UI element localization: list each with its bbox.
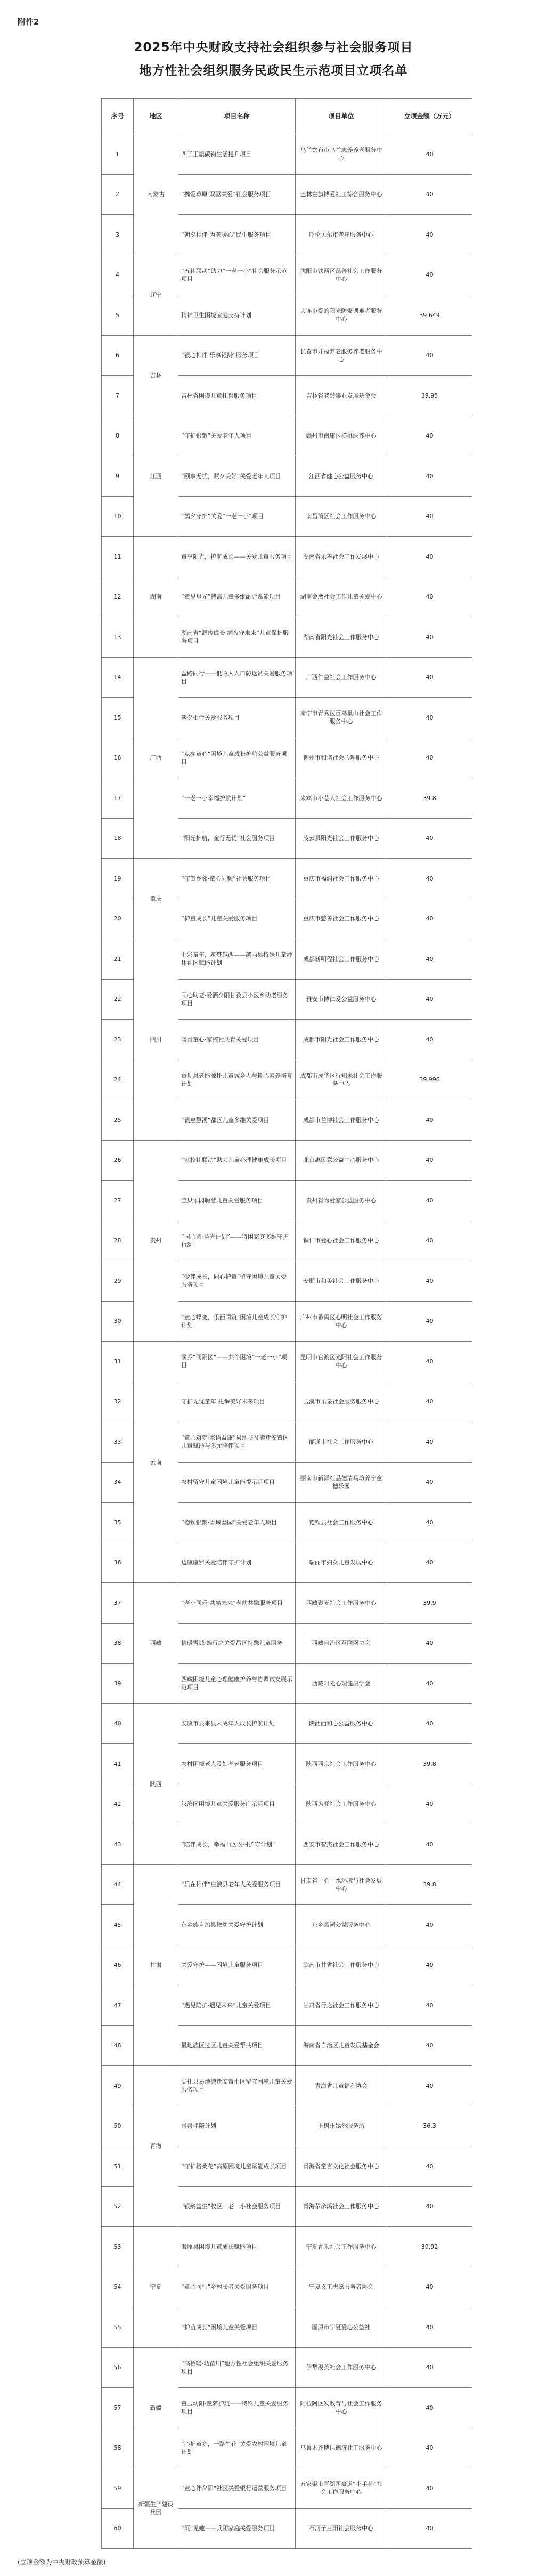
cell-project-unit: 成都新明程社会工作服务中心 <box>296 939 387 980</box>
cell-seq: 12 <box>102 577 134 617</box>
cell-project-name: 迈康康罗关爱陪伴守护计划 <box>178 1543 296 1583</box>
cell-project-name: 同心助老·爱洒夕阳甘孜县小区乡助老服务项目 <box>178 979 296 1020</box>
cell-seq: 39 <box>102 1664 134 1704</box>
cell-project-unit: 海南省自治区儿童发展基金会 <box>296 2025 387 2066</box>
table-row <box>102 255 472 295</box>
cell-project-unit: 成都市成华区行知未社会工作服务中心 <box>296 1060 387 1100</box>
cell-project-unit: 昆明市官渡区光阳社会工作服务中心 <box>296 1342 387 1382</box>
cell-project-unit: 雅安市博仁爱公益服务中心 <box>296 979 387 1020</box>
cell-amount: 40 <box>387 899 472 939</box>
cell-seq: 30 <box>102 1301 134 1342</box>
cell-project-name: “家校社联动”助力儿童心理健康成长项目 <box>178 1140 296 1181</box>
cell-project-unit: 赣州市南康区横桃医养中心 <box>296 416 387 456</box>
cell-project-name: “五社联动”助力“一老一小”社会服务示范项目 <box>178 255 296 295</box>
header-seq: 序号 <box>102 99 134 134</box>
cell-project-name: “爱伴成长，同心护童”留守困境儿童关爱服务项目 <box>178 1261 296 1302</box>
cell-project-unit: 丽南市新鲜红品德清马坊养宁童德乐园 <box>296 1462 387 1503</box>
cell-project-unit: 呼伦贝尔市老年服务中心 <box>296 215 387 255</box>
cell-amount: 40 <box>387 1945 472 1985</box>
cell-amount: 40 <box>387 134 472 175</box>
cell-seq: 18 <box>102 818 134 859</box>
header-unit: 项目单位 <box>296 99 387 134</box>
cell-project-unit: 凌云县阳光社会工作服务中心 <box>296 818 387 859</box>
header-project: 项目名称 <box>178 99 296 134</box>
cell-project-unit: 陕西西和心公益服务中心 <box>296 1703 387 1744</box>
cell-seq: 13 <box>102 617 134 658</box>
cell-region: 贵州 <box>134 1140 178 1342</box>
cell-amount: 40 <box>387 1301 472 1342</box>
cell-project-unit: 巴林左旗博爱社工综合服务中心 <box>296 174 387 215</box>
table-row <box>102 1583 472 1624</box>
cell-amount: 40 <box>387 1824 472 1865</box>
cell-seq: 56 <box>102 2347 134 2388</box>
cell-seq: 2 <box>102 174 134 215</box>
cell-project-unit: 长春市开福养老服务养老服务中心 <box>296 335 387 376</box>
cell-amount: 40 <box>387 1181 472 1221</box>
table-header-row <box>102 99 472 134</box>
cell-seq: 41 <box>102 1744 134 1784</box>
cell-amount: 39.9 <box>387 1583 472 1624</box>
cell-amount: 40 <box>387 2508 472 2549</box>
cell-amount: 40 <box>387 2186 472 2227</box>
cell-project-unit: 伊犁聚英社会工作服务中心 <box>296 2347 387 2388</box>
cell-seq: 44 <box>102 1864 134 1905</box>
cell-seq: 31 <box>102 1342 134 1382</box>
cell-amount: 39.996 <box>387 1060 472 1100</box>
cell-amount: 40 <box>387 1382 472 1422</box>
cell-seq: 45 <box>102 1905 134 1945</box>
cell-seq: 49 <box>102 2066 134 2106</box>
cell-amount: 40 <box>387 1140 472 1181</box>
cell-project-unit: 西藏阳光心理健康学会 <box>296 1664 387 1704</box>
cell-project-unit: 宁夏义工志愿服务者协会 <box>296 2267 387 2307</box>
cell-project-name: 吉林省困境儿童托育服务项目 <box>178 376 296 416</box>
cell-seq: 35 <box>102 1503 134 1543</box>
cell-seq: 22 <box>102 979 134 1020</box>
cell-region: 江西 <box>134 416 178 537</box>
cell-project-name: “德钦银龄·雪域幽园”关爱老年人项目 <box>178 1503 296 1543</box>
header-amount: 立项金额（万元） <box>387 99 472 134</box>
cell-seq: 9 <box>102 456 134 497</box>
cell-project-name: “沉”见她——兵团家庭关爱服务项目 <box>178 2508 296 2549</box>
cell-seq: 33 <box>102 1422 134 1463</box>
cell-amount: 40 <box>387 818 472 859</box>
cell-project-name: “高桥暖·幼苗川”地方性社会组织关爱服务项目 <box>178 2347 296 2388</box>
cell-seq: 47 <box>102 1985 134 2026</box>
cell-seq: 54 <box>102 2267 134 2307</box>
cell-project-name: 农村留守儿童困境儿童能提示范项目 <box>178 1462 296 1503</box>
cell-project-name: 宝贝乐园聪慧儿童关爱服务项目 <box>178 1181 296 1221</box>
cell-seq: 15 <box>102 698 134 738</box>
cell-project-unit: 南昌湾区社会工作服务中心 <box>296 496 387 537</box>
cell-amount: 40 <box>387 174 472 215</box>
cell-project-name: “阳光护航，童行无忧”社会服务项目 <box>178 818 296 859</box>
cell-seq: 32 <box>102 1382 134 1422</box>
cell-seq: 6 <box>102 335 134 376</box>
cell-amount: 40 <box>387 1543 472 1583</box>
cell-region: 重庆 <box>134 859 178 939</box>
cell-project-name: “童心蝶变，乐西同筑”困境儿童成长守护计划 <box>178 1301 296 1342</box>
cell-project-name: “童心同行”乡村长者关爱服务项目 <box>178 2267 296 2307</box>
cell-project-unit: 阿拉阿区发教育与社会工作服务中心 <box>296 2388 387 2428</box>
cell-amount: 40 <box>387 2267 472 2307</box>
cell-seq: 58 <box>102 2428 134 2468</box>
cell-seq: 29 <box>102 1261 134 1302</box>
cell-seq: 60 <box>102 2508 134 2549</box>
table-row <box>102 657 472 698</box>
cell-project-name: 尖扎县易地搬迁安置小区留守困境儿童关爱服务项目 <box>178 2066 296 2106</box>
cell-project-name: “守护银龄”关爱老年人项目 <box>178 416 296 456</box>
cell-region: 广西 <box>134 657 178 859</box>
cell-project-name: 暖青童心·家校社共育关爱项目 <box>178 1020 296 1060</box>
cell-project-name: “陪伴成长，幸福山区农村护守计划” <box>178 1824 296 1865</box>
table-row <box>102 2227 472 2267</box>
cell-project-name: “颐享无忧，赋夕美好”关爱老年人项目 <box>178 456 296 497</box>
table-row <box>102 537 472 577</box>
page-title: 2025年中央财政支持社会组织参与社会服务项目 <box>134 41 413 54</box>
cell-seq: 43 <box>102 1824 134 1865</box>
cell-amount: 40 <box>387 2025 472 2066</box>
cell-seq: 57 <box>102 2388 134 2428</box>
cell-region: 新疆 <box>134 2347 178 2468</box>
table-row <box>102 1864 472 1905</box>
cell-amount: 40 <box>387 2146 472 2187</box>
cell-amount: 40 <box>387 1503 472 1543</box>
cell-region: 四川 <box>134 939 178 1141</box>
cell-seq: 17 <box>102 778 134 819</box>
cell-project-name: “守望乡邻·童心同频”社会服务项目 <box>178 859 296 899</box>
cell-region: 辽宁 <box>134 255 178 335</box>
cell-project-name: 农村困境老人及妇孝老服务项目 <box>178 1744 296 1784</box>
cell-project-unit: 贵州省为爱家公益服务中心 <box>296 1181 387 1221</box>
cell-project-name: “携爱草原 双驱关爱”社会服务项目 <box>178 174 296 215</box>
cell-project-unit: 湖南省乐善社会工作发展中心 <box>296 537 387 577</box>
table-row <box>102 1703 472 1744</box>
cell-project-name: 童玉幼阳·童梦护航——特殊儿童关爱服务项目 <box>178 2388 296 2428</box>
cell-project-unit: 西藏聚光社会工作服务中心 <box>296 1583 387 1624</box>
cell-project-unit: 成都市益博社会工作服务中心 <box>296 1100 387 1141</box>
cell-project-unit: 江西省健心公益服务中心 <box>296 456 387 497</box>
cell-region: 陕西 <box>134 1703 178 1864</box>
cell-project-unit: 柳州市和谐社会心理服务中心 <box>296 738 387 778</box>
cell-project-name: “点亮童心”困境儿童成长护航公益服务项目 <box>178 738 296 778</box>
table-row <box>102 2468 472 2509</box>
cell-amount: 40 <box>387 2428 472 2468</box>
cell-amount: 40 <box>387 979 472 1020</box>
cell-amount: 40 <box>387 1905 472 1945</box>
cell-amount: 40 <box>387 1261 472 1302</box>
cell-seq: 7 <box>102 376 134 416</box>
cell-project-name: 鹤夕相伴关爱服务项目 <box>178 698 296 738</box>
cell-amount: 39.95 <box>387 376 472 416</box>
cell-project-unit: 铜仁市爱心社会工作服务中心 <box>296 1221 387 1261</box>
cell-seq: 1 <box>102 134 134 175</box>
cell-amount: 40 <box>387 1020 472 1060</box>
cell-seq: 14 <box>102 657 134 698</box>
cell-project-name: 西藏困境儿童心理健康护养与协调试发展示范项目 <box>178 1664 296 1704</box>
table-row <box>102 939 472 980</box>
cell-project-unit: 广西仁益社会工作服务中心 <box>296 657 387 698</box>
cell-project-unit: 乌兰察布市乌兰志养养老服务中心 <box>296 134 387 175</box>
cell-project-unit: 青海省儿童福利协会 <box>296 2066 387 2106</box>
cell-amount: 40 <box>387 1100 472 1141</box>
cell-project-name: 精神卫生困境家庭支持计划 <box>178 295 296 336</box>
cell-amount: 40 <box>387 496 472 537</box>
cell-seq: 46 <box>102 1945 134 1985</box>
cell-project-name: “守护格桑花”高原困境儿童赋能成长项目 <box>178 2146 296 2187</box>
cell-seq: 10 <box>102 496 134 537</box>
cell-amount: 40 <box>387 939 472 980</box>
attachment-label: 附件2 <box>18 17 39 27</box>
cell-project-name: “老小同乐·共赢未来”老幼共融服务项目 <box>178 1583 296 1624</box>
footnote: (立项金额为中央财政预算金额) <box>18 2558 106 2566</box>
cell-project-name: “同心圆·益光计划”——特困家庭多维守护行动 <box>178 1221 296 1261</box>
cell-project-unit: 甘肃省一心一水环境与社会发展中心 <box>296 1864 387 1905</box>
cell-seq: 52 <box>102 2186 134 2227</box>
cell-project-name: 贡坝县老能源托儿童城乡人与耗心素养培育计划 <box>178 1060 296 1100</box>
cell-project-unit: 湖南金鹰社会工作儿童关爱中心 <box>296 577 387 617</box>
table-row <box>102 335 472 376</box>
cell-seq: 19 <box>102 859 134 899</box>
cell-project-unit: 青海尕彦溪社会工作服务中心 <box>296 2186 387 2227</box>
cell-project-name: 汉滨区困境儿童关爱服务广示范项目 <box>178 1784 296 1824</box>
cell-amount: 40 <box>387 577 472 617</box>
cell-amount: 40 <box>387 1422 472 1463</box>
cell-amount: 40 <box>387 1342 472 1382</box>
cell-region: 内蒙古 <box>134 134 178 255</box>
cell-project-name: 守护无忧童年 托举美好未来项目 <box>178 1382 296 1422</box>
cell-seq: 21 <box>102 939 134 980</box>
cell-amount: 40 <box>387 1623 472 1664</box>
cell-project-name: “遇见陪护·遇见未来”儿童关爱项目 <box>178 1985 296 2026</box>
cell-project-unit: 五家渠市青湖图豪道“小手花”社会工作服务中心 <box>296 2468 387 2509</box>
cell-project-name: “鹤夕守护”关爱“一老一小”项目 <box>178 496 296 537</box>
table-row <box>102 134 472 175</box>
cell-seq: 3 <box>102 215 134 255</box>
cell-amount: 40 <box>387 215 472 255</box>
cell-amount: 40 <box>387 255 472 295</box>
cell-seq: 50 <box>102 2106 134 2146</box>
cell-seq: 26 <box>102 1140 134 1181</box>
cell-amount: 40 <box>387 859 472 899</box>
cell-amount: 39.92 <box>387 2227 472 2267</box>
table-body <box>102 134 472 2549</box>
header-region: 地区 <box>134 99 178 134</box>
cell-amount: 40 <box>387 1703 472 1744</box>
cell-project-unit: 沈阳市铁西区慈善社会工作服务中心 <box>296 255 387 295</box>
cell-seq: 28 <box>102 1221 134 1261</box>
cell-project-name: “护童成长”儿童关爱服务项目 <box>178 899 296 939</box>
cell-amount: 40 <box>387 456 472 497</box>
cell-project-name: “护苗成长”困境儿童关爱项目 <box>178 2307 296 2348</box>
page-subtitle: 地方性社会组织服务民政民生示范项目立项名单 <box>139 64 408 78</box>
cell-project-name: “乐在相伴”庄浪县老年人关爱服务项目 <box>178 1864 296 1905</box>
cell-project-name: “银惠慧溪”都区儿童多维关爱项目 <box>178 1100 296 1141</box>
cell-seq: 40 <box>102 1703 134 1744</box>
cell-amount: 40 <box>387 416 472 456</box>
cell-project-name: “银龄益生”牧区一老一小社会服务项目 <box>178 2186 296 2227</box>
cell-project-unit: 陇南市甘省社会工作服务中心 <box>296 1945 387 1985</box>
cell-seq: 42 <box>102 1784 134 1824</box>
cell-seq: 48 <box>102 2025 134 2066</box>
cell-project-name: 东乡族自治县微幼关爱守护计划 <box>178 1905 296 1945</box>
table-row <box>102 1342 472 1382</box>
cell-project-name: 润乔“同阳区”——共伴困境“一老一小”项目 <box>178 1342 296 1382</box>
project-table <box>101 98 472 2549</box>
cell-project-unit: 陕西为亚社会工作服务中心 <box>296 1784 387 1824</box>
cell-project-unit: 丽通市社会工作服务中心 <box>296 1422 387 1463</box>
cell-seq: 55 <box>102 2307 134 2348</box>
cell-project-unit: 陕西西京社会工作服务中心 <box>296 1744 387 1784</box>
cell-seq: 25 <box>102 1100 134 1141</box>
cell-amount: 39.8 <box>387 778 472 819</box>
cell-project-unit: 东乡县潮公益服务中心 <box>296 1905 387 1945</box>
cell-project-unit: 安顺市和美社会工作服务中心 <box>296 1261 387 1302</box>
cell-seq: 36 <box>102 1543 134 1583</box>
cell-region: 甘肃 <box>134 1864 178 2066</box>
cell-project-unit: 宁夏青禾社会工作服务中心 <box>296 2227 387 2267</box>
cell-amount: 40 <box>387 2066 472 2106</box>
cell-project-unit: 青海省童言文化社会服务中心 <box>296 2146 387 2187</box>
cell-amount: 40 <box>387 335 472 376</box>
cell-seq: 11 <box>102 537 134 577</box>
cell-project-name: “一老一小幸福护航计划” <box>178 778 296 819</box>
cell-project-name: 情暖雪域·蝶行之关爱昌区特殊儿童服务 <box>178 1623 296 1664</box>
cell-seq: 38 <box>102 1623 134 1664</box>
cell-project-name: “心护童梦，一路生花”关爱农村困境儿童计划 <box>178 2428 296 2468</box>
cell-seq: 37 <box>102 1583 134 1624</box>
cell-project-name: 童享阳光，护航成长——关爱儿童服务项目 <box>178 537 296 577</box>
cell-amount: 39.8 <box>387 1744 472 1784</box>
cell-amount: 39.649 <box>387 295 472 336</box>
cell-seq: 5 <box>102 295 134 336</box>
cell-amount: 36.3 <box>387 2106 472 2146</box>
table-row <box>102 1140 472 1181</box>
cell-project-unit: 重庆市福润社会工作服务中心 <box>296 859 387 899</box>
table-row <box>102 416 472 456</box>
cell-project-unit: 西藏自治区互联网协会 <box>296 1623 387 1664</box>
cell-amount: 40 <box>387 1784 472 1824</box>
cell-project-name: “朝夕相伴 为老暖心”民生服务项目 <box>178 215 296 255</box>
table-row <box>102 2347 472 2388</box>
cell-project-unit: 石河子三阳社会服务中心 <box>296 2508 387 2549</box>
cell-region: 宁夏 <box>134 2227 178 2348</box>
cell-region: 湖南 <box>134 537 178 658</box>
cell-project-unit: 乌鲁木齐博识德济社工服务中心 <box>296 2428 387 2468</box>
cell-amount: 40 <box>387 1985 472 2026</box>
cell-amount: 40 <box>387 1664 472 1704</box>
cell-amount: 40 <box>387 1462 472 1503</box>
cell-amount: 40 <box>387 2388 472 2428</box>
cell-region: 西藏 <box>134 1583 178 1704</box>
cell-project-unit: 湖南省阳光社会工作服务中心 <box>296 617 387 658</box>
cell-amount: 40 <box>387 2307 472 2348</box>
cell-seq: 51 <box>102 2146 134 2187</box>
cell-project-unit: 成都市阳光社会工作服务中心 <box>296 1020 387 1060</box>
cell-project-name: 四子王旗碳钩生活提升项目 <box>178 134 296 175</box>
cell-region: 云南 <box>134 1342 178 1583</box>
table-row <box>102 2066 472 2106</box>
cell-region: 青海 <box>134 2066 178 2227</box>
cell-project-name: “银心相伴 乐享银龄”服务项目 <box>178 335 296 376</box>
cell-project-name: 关爱守护——困境儿童服务项目 <box>178 1945 296 1985</box>
cell-project-name: 安康市县来县未成年人成长护航计划 <box>178 1703 296 1744</box>
cell-project-name: “童心伴夕阳”社区关爱银行运营服务项目 <box>178 2468 296 2509</box>
cell-project-unit: 玉树州嫣然服务所 <box>296 2106 387 2146</box>
cell-seq: 8 <box>102 416 134 456</box>
cell-project-unit: 广州市番禺区心明社会工作服务中心 <box>296 1301 387 1342</box>
cell-seq: 34 <box>102 1462 134 1503</box>
cell-seq: 20 <box>102 899 134 939</box>
cell-amount: 39.8 <box>387 1864 472 1905</box>
cell-project-name: 青善伴陪计划 <box>178 2106 296 2146</box>
table-row <box>102 859 472 899</box>
cell-project-unit: 重庆市慈善社会工作服务中心 <box>296 899 387 939</box>
cell-seq: 16 <box>102 738 134 778</box>
cell-project-name: 七彩童年，筑梦越西——越西县特殊儿童群体社区赋能计划 <box>178 939 296 980</box>
cell-project-unit: 大连市爱的阳光防爆遇难者服务中心 <box>296 295 387 336</box>
cell-amount: 40 <box>387 537 472 577</box>
cell-seq: 4 <box>102 255 134 295</box>
cell-amount: 40 <box>387 657 472 698</box>
cell-seq: 27 <box>102 1181 134 1221</box>
cell-seq: 53 <box>102 2227 134 2267</box>
cell-project-name: “童见星光”特需儿童多维融合赋能项目 <box>178 577 296 617</box>
cell-project-name: 最地族区过区儿童关爱帮扶项目 <box>178 2025 296 2066</box>
cell-project-unit: 南宁市青秀区百鸟巢山社会工作服务中心 <box>296 698 387 738</box>
cell-project-name: 湖南省“源俊成长·润夜守未来”儿童保护服务项目 <box>178 617 296 658</box>
cell-region: 吉林 <box>134 335 178 416</box>
cell-project-unit: 瑞丽市妇女儿童发展中心 <box>296 1543 387 1583</box>
cell-amount: 40 <box>387 2347 472 2388</box>
cell-amount: 40 <box>387 738 472 778</box>
cell-project-unit: 来宾市小巷人社会工作服务中心 <box>296 778 387 819</box>
cell-seq: 59 <box>102 2468 134 2509</box>
cell-project-unit: 北京惠民意公益中心服务中心 <box>296 1140 387 1181</box>
cell-amount: 40 <box>387 1221 472 1261</box>
cell-project-unit: 玉溪市乐泉社会服务服务中心 <box>296 1382 387 1422</box>
cell-project-unit: 西安市智杰社会工作服务中心 <box>296 1824 387 1865</box>
cell-project-unit: 德钦县社会工作服务中心 <box>296 1503 387 1543</box>
cell-amount: 40 <box>387 698 472 738</box>
cell-seq: 24 <box>102 1060 134 1100</box>
cell-project-name: 海原县困境儿童成长赋能项目 <box>178 2227 296 2267</box>
cell-project-unit: 吉林省老龄事业发展基金会 <box>296 376 387 416</box>
cell-amount: 40 <box>387 2468 472 2509</box>
cell-project-name: “童心筑梦·家语益康”易地扶贫搬迁安置区儿童赋能与多元陪伴项目 <box>178 1422 296 1463</box>
cell-seq: 23 <box>102 1020 134 1060</box>
cell-project-unit: 甘肃省行之社会工作服务中心 <box>296 1985 387 2026</box>
cell-amount: 40 <box>387 617 472 658</box>
cell-project-name: 益路同行——低收入人口防返贫关爱服务项目 <box>178 657 296 698</box>
cell-region: 新疆生产建设兵团 <box>134 2468 178 2549</box>
cell-project-unit: 固原市宁夏爱心公益社 <box>296 2307 387 2348</box>
